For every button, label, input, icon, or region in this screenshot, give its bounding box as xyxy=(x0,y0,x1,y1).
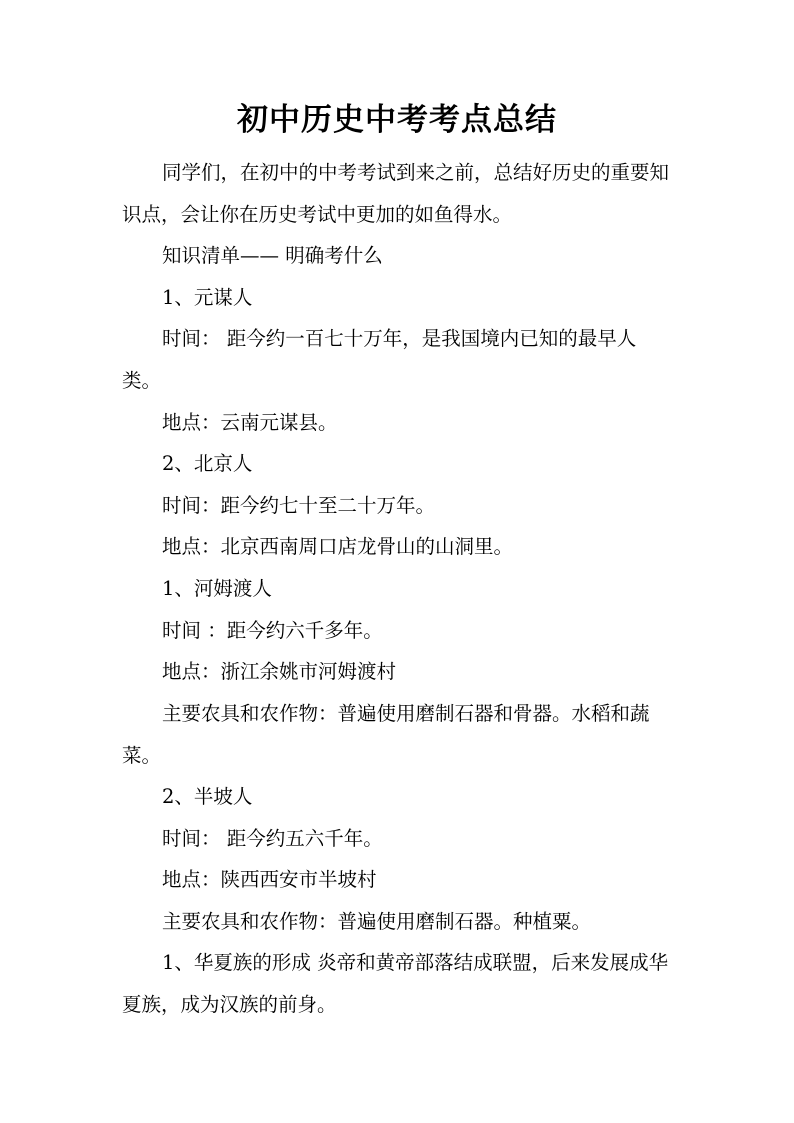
hemudu-tools-crops: 主要农具和农作物：普遍使用磨制石器和骨器。水稻和蔬菜。 xyxy=(122,702,650,767)
document-title: 初中历史中考考点总结 xyxy=(237,102,557,138)
banpo-location: 地点：陕西西安市半坡村 xyxy=(162,868,377,891)
intro-paragraph: 同学们，在初中的中考考试到来之前，总结好历史的重要知识点，会让你在历史考试中更加的如鱼得水。 xyxy=(122,161,670,226)
peking-man-location: 地点：北京西南周口店龙骨山的山洞里。 xyxy=(162,535,514,558)
banpo-tools-crops: 主要农具和农作物：普遍使用磨制石器。种植粟。 xyxy=(162,910,592,933)
hemudu-time: 时间 ：距今约六千多年。 xyxy=(162,619,383,642)
huaxia-formation: 1、华夏族的形成 炎帝和黄帝部落结成联盟，后来发展成华夏族，成为汉族的前身。 xyxy=(122,951,669,1016)
item-heading-yuanmou: 1、元谋人 xyxy=(162,286,253,309)
yuanmou-time: 时间： 距今约一百七十万年，是我国境内已知的最早人类。 xyxy=(122,327,637,392)
peking-man-time: 时间：距今约七十至二十万年。 xyxy=(162,494,436,517)
yuanmou-location: 地点：云南元谋县。 xyxy=(162,411,338,434)
banpo-time: 时间： 距今约五六千年。 xyxy=(162,827,383,850)
item-heading-banpo: 2、半坡人 xyxy=(162,785,253,808)
hemudu-location: 地点：浙江余姚市河姆渡村 xyxy=(162,660,397,683)
item-heading-hemudu: 1、河姆渡人 xyxy=(162,577,272,600)
section-heading-knowledge-list: 知识清单—— 明确考什么 xyxy=(162,244,383,267)
item-heading-peking-man: 2、北京人 xyxy=(162,452,253,475)
